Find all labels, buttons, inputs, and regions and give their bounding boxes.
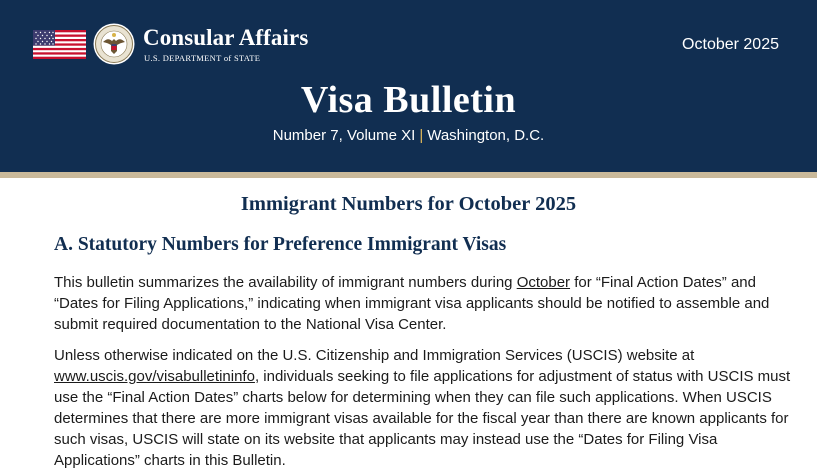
agency-name: Consular Affairs <box>143 25 309 50</box>
issue-number: Number 7, Volume XI <box>272 127 416 144</box>
paragraph-uscis-text-start: Unless otherwise indicated on the U.S. Citizenship and Immigration Services (USCIS) website at <box>54 347 695 364</box>
us-flag-icon <box>33 30 86 59</box>
issue-location: Washington, D.C. <box>427 127 545 144</box>
paragraph-summary <box>54 272 799 335</box>
paragraph-uscis <box>54 345 799 471</box>
bulletin-subtitle <box>0 127 817 144</box>
section-heading: A. Statutory Numbers for Preference Immigrant Visas <box>54 234 507 255</box>
department-name: U.S. DEPARTMENT of STATE <box>144 53 261 63</box>
bulletin-date: October 2025 <box>682 36 779 53</box>
paragraph-summary-text-start: This bulletin summarizes the availability of immigrant numbers during <box>54 274 517 291</box>
page-heading: Immigrant Numbers for October 2025 <box>240 193 577 215</box>
bulletin-title: Visa Bulletin <box>300 79 517 121</box>
uscis-link[interactable]: www.uscis.gov/visabulletininfo <box>54 368 255 385</box>
month-link[interactable]: October <box>516 274 571 291</box>
paragraph-summary-text-end: for “Final Action Dates” and “Dates for Filing Applications,” indicating when immigrant visa applicants should be notified to assemble and submit required documentation to the National Visa Center. <box>54 274 770 333</box>
header-banner <box>0 0 817 172</box>
accent-divider <box>0 172 817 178</box>
department-seal-icon <box>93 23 135 65</box>
paragraph-uscis-text-end: , individuals seeking to file applications for adjustment of status with USCIS must use the “Final Action Dates” charts below for determining when they can file such applications. When USCIS determines that there are more immigrant visas available for the fiscal year than there are known applicants for such visas, USCIS will state on its website that applicants may instead use the “Dates for Filing Visa Applications” charts in this Bulletin. <box>54 368 791 469</box>
subtitle-separator: | <box>419 127 424 144</box>
